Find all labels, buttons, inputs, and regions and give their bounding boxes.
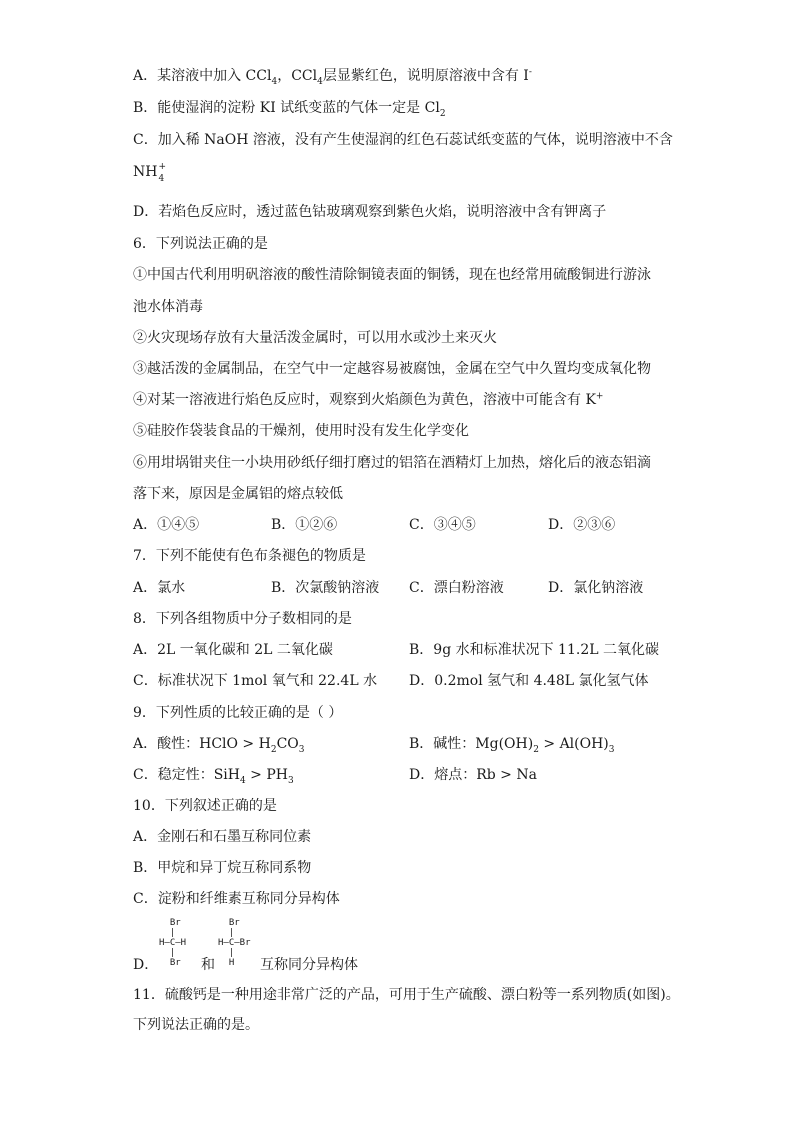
- q6-statement-6-continued: 落下来，原因是金属铝的熔点较低: [133, 486, 343, 502]
- q6-option-c: C．③④⑤: [409, 517, 476, 533]
- q10-option-d-and: 和: [201, 957, 215, 973]
- q5-option-d: D．若焰色反应时，透过蓝色钴玻璃观察到紫色火焰，说明溶液中含有钾离子: [133, 204, 607, 220]
- dibromomethane-structure-1: Br | H—C—H | Br: [159, 918, 187, 968]
- q7-stem: 7．下列不能使有色布条褪色的物质是: [133, 548, 366, 564]
- q6-statement-1: ①中国古代利用明矾溶液的酸性清除铜镜表面的铜锈，现在也经常用硫酸铜进行游泳: [133, 267, 651, 283]
- q6-option-d: D．②③⑥: [548, 517, 616, 533]
- q6-option-a: A．①④⑤: [133, 517, 200, 533]
- q5-option-c-continued: NH + 4: [133, 162, 167, 184]
- q10-option-a: A．金刚石和石墨互称同位素: [133, 829, 312, 845]
- q10-option-c: C．淀粉和纤维素互称同分异构体: [133, 891, 340, 907]
- q7-option-d: D．氯化钠溶液: [548, 580, 644, 596]
- q6-statement-5: ⑤硅胶作袋装食品的干燥剂，使用时没有发生化学变化: [133, 423, 469, 439]
- q6-option-b: B．①②⑥: [271, 517, 338, 533]
- q9-option-d: D．熔点：Rb > Na: [409, 767, 537, 783]
- q6-statement-6: ⑥用坩埚钳夹住一小块用砂纸仔细打磨过的铝箔在酒精灯上加热，熔化后的液态铝滴: [133, 455, 651, 471]
- q9-option-c: C．稳定性：$SiH_4 > PH_3$: [133, 767, 294, 786]
- q6-statement-3: ③越活泼的金属制品，在空气中一定越容易被腐蚀，金属在空气中久置均变成氧化物: [133, 361, 651, 377]
- q8-option-b: B．9g 水和标准状况下 11.2L 二氧化碳: [409, 642, 659, 658]
- q5-option-b: B．能使湿润的淀粉 KI 试纸变蓝的气体一定是 $Cl_2$: [133, 100, 446, 119]
- q8-option-a: A．2L 一氧化碳和 2L 二氧化碳: [133, 642, 333, 658]
- q10-stem: 10．下列叙述正确的是: [133, 798, 277, 814]
- q5-option-a: A．某溶液中加入 CCl$_4$，CCl$_4$层显紫红色，说明原溶液中含有 I-: [133, 67, 532, 87]
- q9-stem: 9．下列性质的比较正确的是（ ）: [133, 705, 343, 721]
- q9-option-b: B．碱性：$Mg(OH)_2 > Al(OH)_3$: [409, 736, 615, 755]
- q8-stem: 8．下列各组物质中分子数相同的是: [133, 611, 352, 627]
- q11-stem: 11．硫酸钙是一种用途非常广泛的产品，可用于生产硫酸、漂白粉等一系列物质(如图)。: [133, 987, 680, 1003]
- q11-stem-continued: 下列说法正确的是。: [133, 1017, 259, 1033]
- q9-option-a: A．酸性：HClO > $H_2CO_3$: [133, 736, 305, 755]
- dibromomethane-structure-2: Br | H—C—Br | H: [218, 918, 251, 968]
- q8-option-c: C．标准状况下 1mol 氧气和 22.4L 水: [133, 673, 378, 689]
- q6-stem: 6．下列说法正确的是: [133, 236, 268, 252]
- q5-option-c: C．加入稀 NaOH 溶液，没有产生使湿润的红色石蕊试纸变蓝的气体，说明溶液中不含: [133, 132, 673, 148]
- q10-option-d-label: D．: [133, 957, 159, 973]
- q6-statement-4: ④对某一溶液进行焰色反应时，观察到火焰颜色为黄色，溶液中可能含有 K+: [133, 391, 604, 408]
- q6-statement-1-continued: 池水体消毒: [133, 299, 203, 315]
- q7-option-b: B．次氯酸钠溶液: [271, 580, 380, 596]
- q6-statement-2: ②火灾现场存放有大量活泼金属时，可以用水或沙土来灭火: [133, 330, 497, 346]
- q7-option-c: C．漂白粉溶液: [409, 580, 504, 596]
- q10-option-d-text: 互称同分异构体: [260, 957, 358, 973]
- q8-option-d: D．0.2mol 氢气和 4.48L 氯化氢气体: [409, 673, 649, 689]
- q10-option-b: B．甲烷和异丁烷互称同系物: [133, 860, 312, 876]
- q7-option-a: A．氯水: [133, 580, 186, 596]
